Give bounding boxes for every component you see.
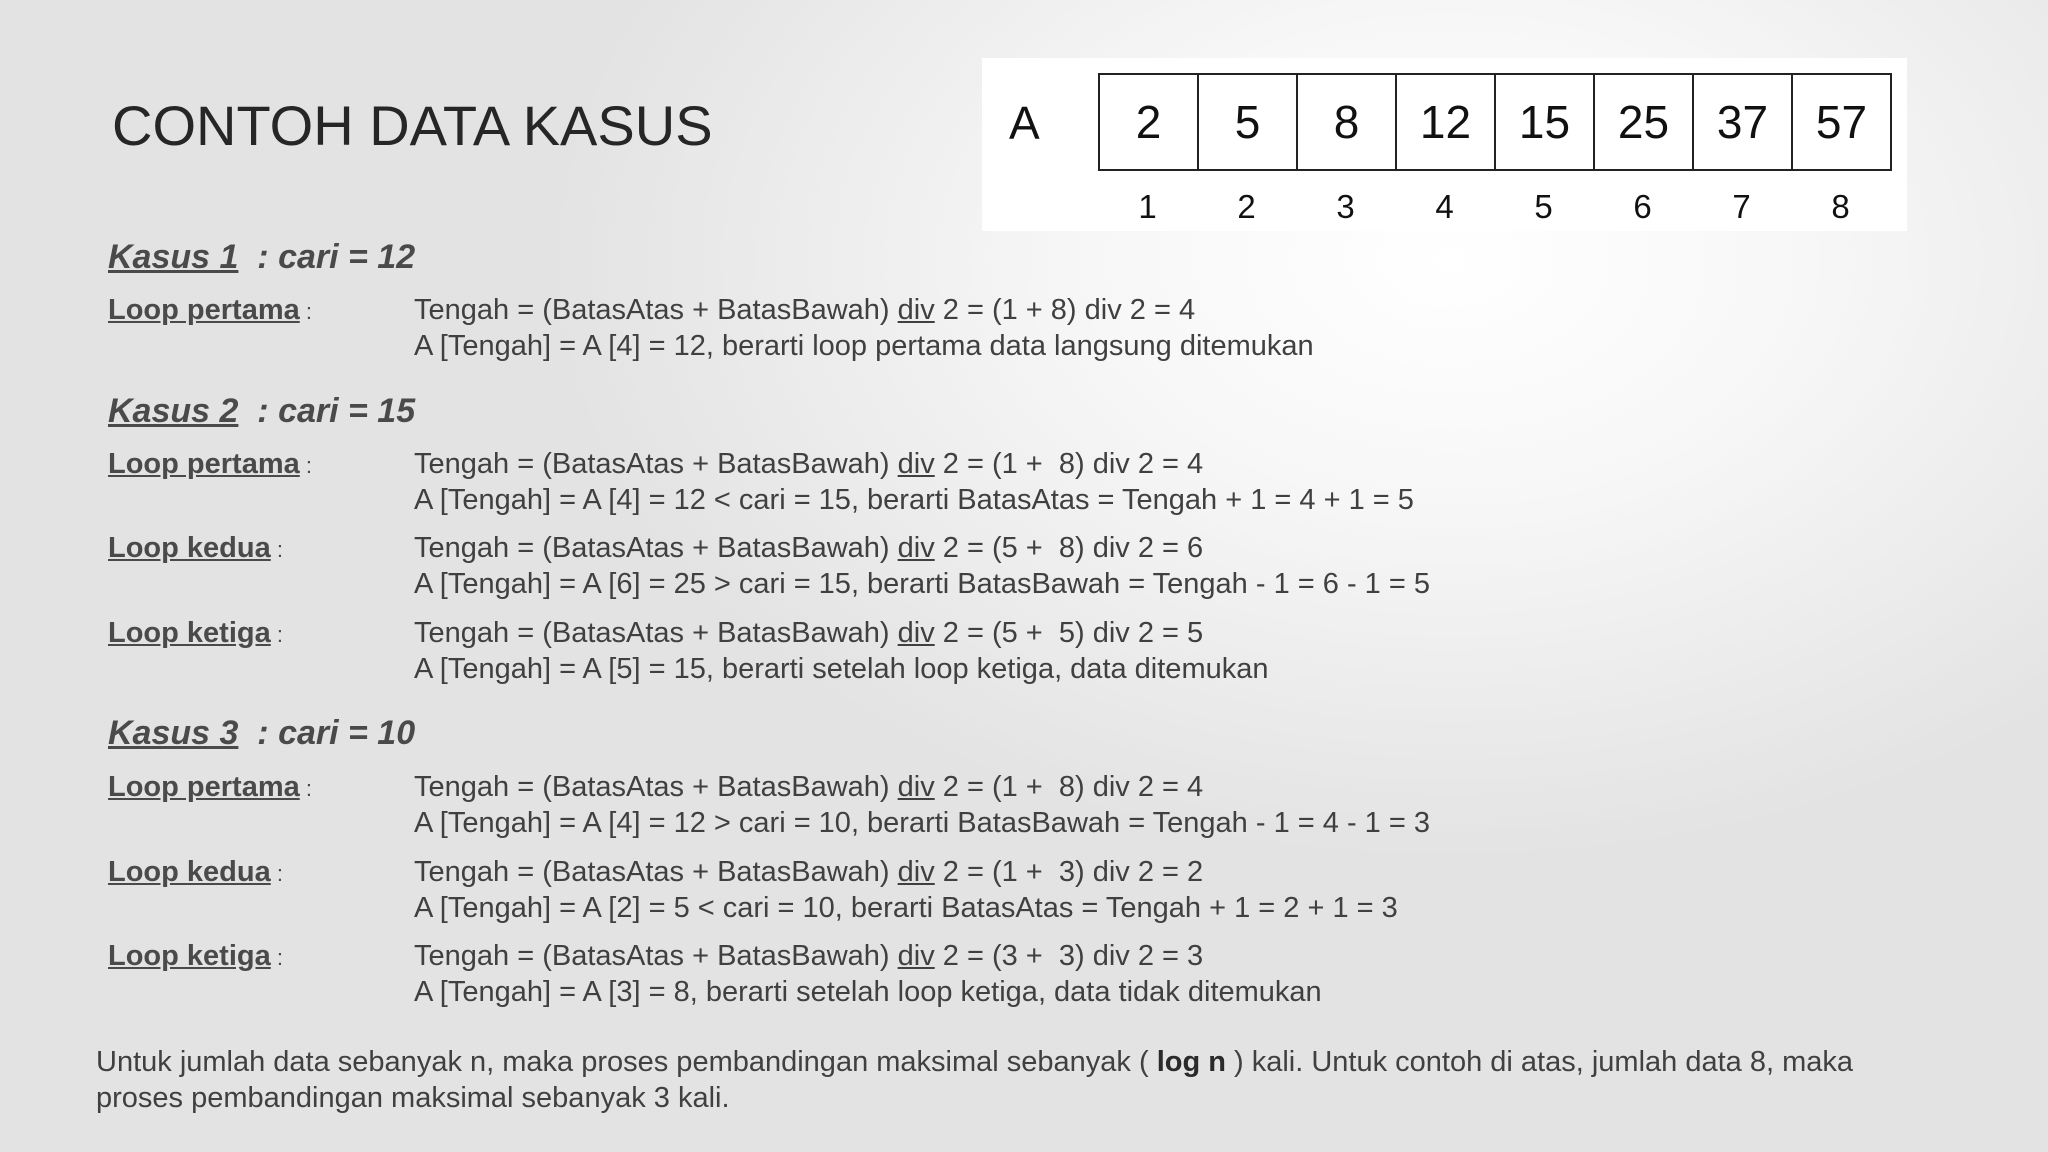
array-cell: 57: [1793, 75, 1892, 169]
loop-result: A [Tengah] = A [6] = 25 > cari = 15, berarti BatasBawah = Tengah - 1 = 6 - 1 = 5: [414, 568, 1430, 600]
case-label: Kasus 1: [108, 238, 239, 276]
formula-rest: 2 = (5 + 8) div 2 = 6: [934, 532, 1204, 564]
case-label: Kasus 3: [108, 714, 239, 752]
array-index: 2: [1237, 188, 1256, 225]
case-3-loop-1-label: [108, 771, 312, 804]
case-2-loop-2-text: [414, 530, 1430, 602]
formula-div: div: [897, 617, 935, 649]
loop-name: Loop ketiga: [108, 940, 271, 972]
case-3-loop-3-text: [414, 938, 1322, 1010]
array-cell: 8: [1298, 75, 1397, 169]
formula-prefix: Tengah = (BatasAtas + BatasBawah): [414, 940, 898, 972]
formula-div: div: [897, 856, 935, 888]
case-2-loop-3-text: [414, 615, 1268, 687]
loop-formula: [414, 938, 1322, 974]
array-index: 7: [1732, 188, 1751, 225]
case-3-loop-3-label: [108, 940, 283, 973]
case-1-loop-1-text: [414, 292, 1314, 364]
loop-name: Loop pertama: [108, 448, 300, 480]
formula-prefix: Tengah = (BatasAtas + BatasBawah): [414, 617, 898, 649]
array-index: 8: [1831, 188, 1850, 225]
case-condition: : cari = 10: [238, 714, 416, 752]
conclusion-before: Untuk jumlah data sebanyak n, maka proses pembandingan maksimal sebanyak (: [96, 1046, 1157, 1078]
case-3-heading: [108, 714, 415, 753]
conclusion-after: ) kali. Untuk contoh di atas, jumlah data 8, maka proses pembandingan maksimal sebanyak 3 kali.: [96, 1046, 1862, 1114]
loop-formula: [414, 854, 1398, 890]
array-cell: 37: [1694, 75, 1793, 169]
case-2-loop-3-label: [108, 617, 283, 650]
loop-result: A [Tengah] = A [5] = 15, berarti setelah loop ketiga, data ditemukan: [414, 653, 1269, 685]
loop-name: Loop kedua: [108, 856, 271, 888]
formula-div: div: [897, 294, 935, 326]
loop-colon: :: [299, 776, 312, 801]
formula-rest: 2 = (3 + 3) div 2 = 3: [934, 940, 1204, 972]
case-2-heading: [108, 392, 415, 431]
formula-rest: 2 = (1 + 8) div 2 = 4: [934, 294, 1196, 326]
loop-colon: :: [270, 945, 283, 970]
formula-rest: 2 = (1 + 8) div 2 = 4: [934, 448, 1204, 480]
formula-div: div: [897, 448, 935, 480]
case-3-loop-2-text: [414, 854, 1398, 926]
array-cell: 5: [1199, 75, 1298, 169]
loop-result: A [Tengah] = A [4] = 12 > cari = 10, berarti BatasBawah = Tengah - 1 = 4 - 1 = 3: [414, 807, 1430, 839]
formula-div: div: [897, 940, 935, 972]
case-label: Kasus 2: [108, 392, 239, 430]
formula-prefix: Tengah = (BatasAtas + BatasBawah): [414, 532, 898, 564]
array-index: 5: [1534, 188, 1553, 225]
case-2-loop-1-label: [108, 448, 312, 481]
array-index: 6: [1633, 188, 1652, 225]
loop-colon: :: [270, 622, 283, 647]
loop-name: Loop pertama: [108, 294, 300, 326]
formula-prefix: Tengah = (BatasAtas + BatasBawah): [414, 294, 898, 326]
loop-formula: [414, 446, 1414, 482]
conclusion-paragraph: [96, 1044, 1926, 1116]
formula-rest: 2 = (5 + 5) div 2 = 5: [934, 617, 1204, 649]
array-panel: [982, 58, 1907, 231]
loop-result: A [Tengah] = A [3] = 8, berarti setelah loop ketiga, data tidak ditemukan: [414, 976, 1322, 1008]
case-2-loop-1-text: [414, 446, 1414, 518]
case-2-loop-2-label: [108, 532, 283, 565]
loop-formula: [414, 615, 1268, 651]
array-cells: [1098, 73, 1892, 171]
case-1-loop-1-label: [108, 294, 312, 327]
array-index: 3: [1336, 188, 1355, 225]
formula-div: div: [897, 532, 935, 564]
loop-colon: :: [270, 537, 283, 562]
array-index: 4: [1435, 188, 1454, 225]
array-cell: 25: [1595, 75, 1694, 169]
formula-prefix: Tengah = (BatasAtas + BatasBawah): [414, 856, 898, 888]
array-cell: 12: [1397, 75, 1496, 169]
loop-name: Loop kedua: [108, 532, 271, 564]
case-1-heading: [108, 238, 415, 277]
array-name: A: [1009, 97, 1040, 149]
case-3-loop-2-label: [108, 856, 283, 889]
loop-colon: :: [270, 861, 283, 886]
slide-title: CONTOH DATA KASUS: [112, 94, 713, 157]
loop-formula: [414, 530, 1430, 566]
array-index: 1: [1138, 188, 1157, 225]
formula-prefix: Tengah = (BatasAtas + BatasBawah): [414, 448, 898, 480]
loop-formula: [414, 292, 1314, 328]
conclusion-bold: log n: [1156, 1046, 1226, 1078]
formula-rest: 2 = (1 + 8) div 2 = 4: [934, 771, 1204, 803]
loop-result: A [Tengah] = A [4] = 12 < cari = 15, berarti BatasAtas = Tengah + 1 = 4 + 1 = 5: [414, 484, 1414, 516]
array-cell: 2: [1100, 75, 1199, 169]
array-cell: 15: [1496, 75, 1595, 169]
case-3-loop-1-text: [414, 769, 1430, 841]
loop-name: Loop ketiga: [108, 617, 271, 649]
loop-colon: :: [299, 299, 312, 324]
case-condition: : cari = 12: [238, 238, 416, 276]
loop-result: A [Tengah] = A [2] = 5 < cari = 10, berarti BatasAtas = Tengah + 1 = 2 + 1 = 3: [414, 892, 1398, 924]
loop-result: A [Tengah] = A [4] = 12, berarti loop pertama data langsung ditemukan: [414, 330, 1314, 362]
formula-div: div: [897, 771, 935, 803]
case-condition: : cari = 15: [238, 392, 416, 430]
loop-colon: :: [299, 453, 312, 478]
loop-formula: [414, 769, 1430, 805]
formula-prefix: Tengah = (BatasAtas + BatasBawah): [414, 771, 898, 803]
array-indices: [1098, 188, 1890, 226]
formula-rest: 2 = (1 + 3) div 2 = 2: [934, 856, 1204, 888]
loop-name: Loop pertama: [108, 771, 300, 803]
